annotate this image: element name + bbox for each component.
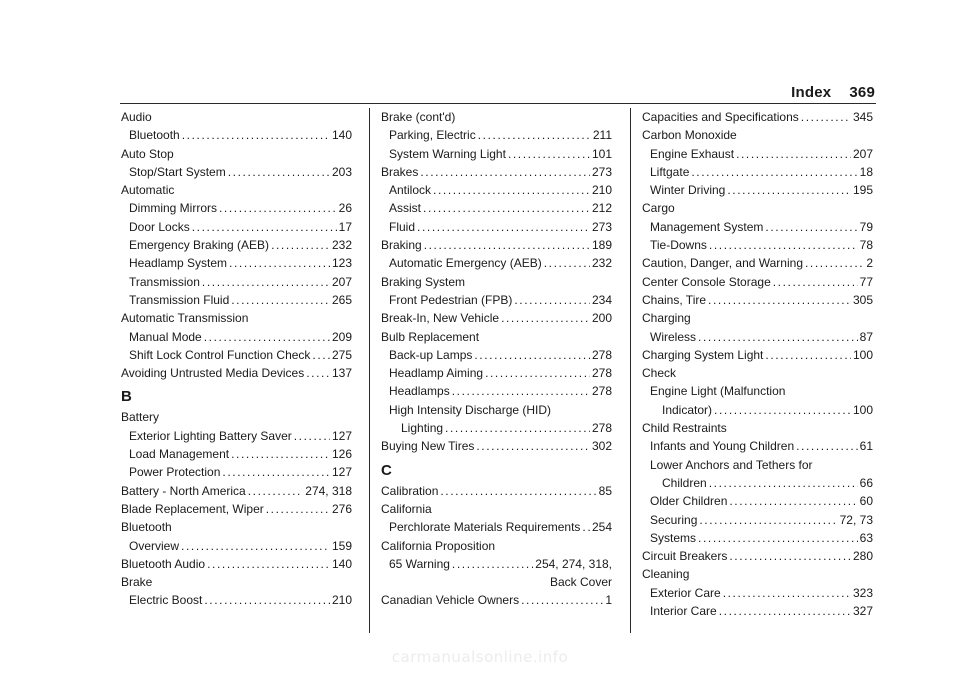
page-ref: 234 — [591, 292, 612, 307]
dot-leader — [709, 236, 858, 254]
page-ref: 265 — [331, 292, 352, 307]
entry-label: Braking — [381, 238, 422, 253]
column-divider — [369, 108, 370, 633]
page-ref: 211 — [592, 128, 612, 143]
dot-leader — [204, 328, 330, 346]
page-ref: 278 — [591, 384, 612, 399]
watermark: carmanualsonline.info — [391, 648, 569, 666]
index-entry — [381, 419, 612, 437]
page-ref: 63 — [859, 530, 873, 545]
index-entry — [642, 529, 873, 547]
entry-label: 65 Warning — [389, 556, 450, 571]
index-entry — [121, 427, 352, 445]
page-ref: 210 — [331, 593, 352, 608]
page-ref: 127 — [331, 465, 352, 480]
page-ref: 79 — [859, 219, 873, 234]
index-entry — [121, 482, 352, 500]
dot-leader — [727, 181, 851, 199]
index-entry — [121, 291, 352, 309]
dot-leader — [452, 382, 590, 400]
index-entry — [642, 346, 873, 364]
dot-leader — [729, 492, 857, 510]
entry-label: Systems — [650, 530, 697, 545]
index-entry — [381, 518, 612, 536]
index-entry — [121, 500, 352, 518]
index-entry — [642, 218, 873, 236]
entry-label: Management System — [650, 219, 764, 234]
page-ref: 123 — [331, 256, 352, 271]
index-entry — [381, 145, 612, 163]
dot-leader — [231, 291, 330, 309]
dot-leader — [229, 254, 330, 272]
entry-label: Interior Care — [650, 604, 717, 619]
index-entry — [121, 126, 352, 144]
index-column-3 — [642, 108, 873, 620]
page-ref: 159 — [331, 538, 352, 553]
entry-label: Break-In, New Vehicle — [381, 311, 500, 326]
page-ref: 137 — [331, 366, 352, 381]
page-ref: 2 — [866, 256, 873, 271]
index-entry — [121, 328, 352, 346]
index-entry — [381, 199, 612, 217]
index-column-1 — [121, 108, 352, 610]
index-heading: Auto Stop — [121, 146, 174, 161]
page-ref: 323 — [852, 585, 873, 600]
index-entry — [642, 145, 873, 163]
index-column-2 — [381, 108, 612, 610]
dot-leader — [736, 145, 851, 163]
section-title: Index — [791, 84, 832, 101]
index-entry — [642, 273, 873, 291]
dot-leader — [440, 482, 596, 500]
dot-leader — [478, 126, 591, 144]
index-entry — [381, 364, 612, 382]
dot-leader — [582, 518, 590, 536]
page-ref: 17 — [338, 219, 352, 234]
dot-leader — [202, 273, 330, 291]
dot-leader — [248, 482, 304, 500]
page-ref: 276 — [331, 501, 352, 516]
dot-leader — [417, 218, 590, 236]
dot-leader — [508, 145, 590, 163]
entry-label: Assist — [389, 201, 422, 216]
index-heading: Battery — [121, 410, 160, 425]
index-entry — [121, 199, 352, 217]
dot-leader — [207, 555, 330, 573]
entry-label: Headlamp System — [129, 256, 228, 271]
dot-leader — [294, 427, 330, 445]
dot-leader — [514, 291, 590, 309]
index-entry — [381, 181, 612, 199]
entry-label: Calibration — [381, 483, 439, 498]
dot-leader — [271, 236, 330, 254]
dot-leader — [698, 328, 858, 346]
index-heading: Audio — [121, 110, 152, 124]
page-ref: 254 — [591, 520, 612, 535]
page-ref: 254, 274, 318, — [535, 556, 612, 571]
index-heading: Charging — [642, 311, 691, 326]
page-ref: 18 — [859, 164, 873, 179]
dot-leader — [474, 346, 590, 364]
index-entry — [642, 492, 873, 510]
index-entry — [642, 254, 873, 272]
index-entry — [642, 547, 873, 565]
entry-label: Headlamps — [389, 384, 450, 399]
entry-label: Blade Replacement, Wiper — [121, 501, 264, 516]
section-letter: B — [121, 388, 132, 406]
page-ref: 203 — [331, 164, 352, 179]
dot-leader — [699, 511, 837, 529]
page-header — [791, 84, 875, 101]
page-ref: 275 — [331, 347, 352, 362]
index-entry — [642, 163, 873, 181]
entry-label: Antilock — [389, 183, 432, 198]
page-ref: 278 — [591, 347, 612, 362]
dot-leader — [433, 181, 590, 199]
dot-leader — [501, 309, 590, 327]
index-entry — [642, 108, 873, 126]
page-ref: 305 — [852, 292, 873, 307]
page-ref: 100 — [852, 402, 873, 417]
index-heading: Bluetooth — [121, 520, 172, 535]
page-ref: 66 — [859, 475, 873, 490]
dot-leader — [312, 346, 330, 364]
page-ref: 210 — [591, 183, 612, 198]
entry-label: Transmission — [129, 274, 200, 289]
dot-leader — [182, 126, 330, 144]
entry-label: Winter Driving — [650, 183, 726, 198]
index-entry — [121, 236, 352, 254]
index-subheading: Engine Light (Malfunction — [650, 384, 786, 399]
index-heading: Child Restraints — [642, 421, 727, 436]
index-entry — [381, 163, 612, 181]
dot-leader — [445, 419, 590, 437]
dot-leader — [698, 529, 858, 547]
page-ref: 72, 73 — [839, 512, 873, 527]
dot-leader — [544, 254, 590, 272]
dot-leader — [773, 273, 858, 291]
entry-label: Bluetooth — [129, 128, 180, 143]
index-entry — [381, 254, 612, 272]
dot-leader — [719, 602, 851, 620]
index-subheading: Lower Anchors and Tethers for — [650, 457, 813, 472]
entry-label: Engine Exhaust — [650, 146, 735, 161]
index-entry — [381, 437, 612, 455]
page-ref: 127 — [331, 428, 352, 443]
entry-label: Liftgate — [650, 164, 690, 179]
index-heading: Brake — [121, 575, 153, 590]
index-heading: California — [381, 501, 432, 516]
index-entry — [642, 401, 873, 419]
dot-leader — [691, 163, 857, 181]
dot-leader — [709, 474, 858, 492]
index-entry — [381, 291, 612, 309]
index-entry — [642, 291, 873, 309]
entry-label: Load Management — [129, 447, 230, 462]
dot-leader — [723, 584, 851, 602]
dot-leader — [192, 218, 337, 236]
page-ref: 280 — [852, 549, 873, 564]
page-ref: 140 — [331, 128, 352, 143]
entry-label: Parking, Electric — [389, 128, 476, 143]
page-ref: 61 — [859, 439, 873, 454]
entry-label: Shift Lock Control Function Check — [129, 347, 311, 362]
page-ref: 207 — [852, 146, 873, 161]
page-ref: 232 — [591, 256, 612, 271]
entry-label: Bluetooth Audio — [121, 556, 206, 571]
index-heading: California Proposition — [381, 538, 496, 553]
page-ref: 278 — [591, 366, 612, 381]
page-ref: 200 — [591, 311, 612, 326]
page-ref: 345 — [852, 110, 873, 124]
entry-label: Indicator) — [662, 402, 713, 417]
dot-leader — [521, 591, 603, 609]
entry-label: Power Protection — [129, 465, 221, 480]
index-entry — [121, 555, 352, 573]
entry-label: Capacities and Specifications — [642, 110, 799, 124]
entry-label: Emergency Braking (AEB) — [129, 238, 270, 253]
index-entry — [121, 364, 352, 382]
page-number: 369 — [849, 84, 875, 101]
page-ref: 60 — [859, 494, 873, 509]
entry-label: Buying New Tires — [381, 439, 475, 454]
index-entry — [381, 591, 612, 609]
index-entry — [121, 163, 352, 181]
index-entry — [381, 346, 612, 364]
dot-leader — [423, 199, 590, 217]
entry-label: Battery - North America — [121, 483, 246, 498]
entry-label: Manual Mode — [129, 329, 202, 344]
index-heading: Cleaning — [642, 567, 690, 582]
index-entry — [121, 254, 352, 272]
index-entry — [381, 126, 612, 144]
index-subheading: High Intensity Discharge (HID) — [389, 402, 552, 417]
dot-leader — [228, 163, 330, 181]
entry-label: Headlamp Aiming — [389, 366, 484, 381]
index-heading: Bulb Replacement — [381, 329, 480, 344]
dot-leader — [420, 163, 590, 181]
dot-leader — [452, 555, 533, 573]
index-heading: Check — [642, 366, 677, 381]
index-entry — [642, 437, 873, 455]
page-ref: 85 — [598, 483, 612, 498]
page-ref: 327 — [852, 604, 873, 619]
entry-label: Transmission Fluid — [129, 292, 230, 307]
entry-label: Stop/Start System — [129, 164, 226, 179]
entry-label: Securing — [650, 512, 698, 527]
page-ref: 87 — [859, 329, 873, 344]
page-ref: 1 — [605, 593, 612, 608]
dot-leader — [204, 591, 330, 609]
index-heading: Automatic Transmission — [121, 311, 249, 326]
dot-leader — [485, 364, 590, 382]
entry-label: Lighting — [401, 421, 444, 436]
page-ref: 278 — [591, 421, 612, 436]
index-entry — [381, 236, 612, 254]
entry-label: Exterior Care — [650, 585, 721, 600]
entry-label: Older Children — [650, 494, 728, 509]
index-entry — [381, 555, 612, 573]
index-entry — [642, 602, 873, 620]
index-entry — [381, 482, 612, 500]
page-ref: 100 — [852, 347, 873, 362]
index-entry — [121, 445, 352, 463]
entry-label: Chains, Tire — [642, 292, 707, 307]
page-ref: 232 — [331, 238, 352, 253]
dot-leader — [765, 346, 851, 364]
entry-label: Wireless — [650, 329, 697, 344]
entry-label: Exterior Lighting Battery Saver — [129, 428, 292, 443]
entry-label: System Warning Light — [389, 146, 506, 161]
dot-leader — [222, 463, 330, 481]
index-entry — [121, 346, 352, 364]
entry-label: Avoiding Untrusted Media Devices — [121, 366, 305, 381]
page-ref: 126 — [331, 447, 352, 462]
index-entry — [121, 537, 352, 555]
dot-leader — [306, 364, 330, 382]
index-entry — [642, 584, 873, 602]
dot-leader — [805, 254, 864, 272]
page-ref: 273 — [591, 164, 612, 179]
dot-leader — [714, 401, 851, 419]
dot-leader — [266, 500, 330, 518]
entry-label: Caution, Danger, and Warning — [642, 256, 803, 271]
entry-label: Infants and Young Children — [650, 439, 795, 454]
index-entry — [121, 218, 352, 236]
entry-label: Automatic Emergency (AEB) — [389, 256, 542, 271]
entry-label: Dimming Mirrors — [129, 201, 217, 216]
index-heading: Braking System — [381, 274, 466, 289]
page-ref: 26 — [338, 201, 352, 216]
index-entry — [642, 511, 873, 529]
page-ref: 212 — [591, 201, 612, 216]
page-ref: 77 — [859, 274, 873, 289]
entry-label: Back-up Lamps — [389, 347, 473, 362]
entry-label: Overview — [129, 538, 180, 553]
entry-label: Front Pedestrian (FPB) — [389, 292, 513, 307]
header-rule — [120, 103, 876, 104]
dot-leader — [765, 218, 857, 236]
index-entry — [642, 328, 873, 346]
page-ref: 302 — [591, 439, 612, 454]
page-ref: 189 — [591, 238, 612, 253]
entry-label: Perchlorate Materials Requirements — [389, 520, 581, 535]
dot-leader — [181, 537, 330, 555]
entry-label: Center Console Storage — [642, 274, 771, 289]
index-entry — [642, 474, 873, 492]
index-entry — [381, 218, 612, 236]
index-entry — [381, 382, 612, 400]
index-entry — [642, 236, 873, 254]
index-heading: Brake (cont'd) — [381, 110, 456, 124]
page-ref: 101 — [591, 146, 612, 161]
dot-leader — [231, 445, 330, 463]
dot-leader — [708, 291, 851, 309]
column-divider — [630, 108, 631, 633]
index-entry — [121, 273, 352, 291]
index-heading: Cargo — [642, 201, 675, 216]
page-ref: 209 — [331, 329, 352, 344]
index-entry — [121, 591, 352, 609]
entry-label: Charging System Light — [642, 347, 764, 362]
index-heading: Automatic — [121, 183, 175, 198]
page-ref-continuation: Back Cover — [549, 575, 612, 590]
entry-label: Fluid — [389, 219, 416, 234]
index-heading: Carbon Monoxide — [642, 128, 737, 143]
entry-label: Brakes — [381, 164, 419, 179]
section-letter: C — [381, 461, 392, 479]
entry-label: Door Locks — [129, 219, 190, 234]
page-ref: 140 — [331, 556, 352, 571]
entry-label: Canadian Vehicle Owners — [381, 593, 520, 608]
index-entry — [381, 309, 612, 327]
index-entry — [121, 463, 352, 481]
dot-leader — [476, 437, 590, 455]
dot-leader — [801, 108, 851, 126]
page-ref: 78 — [859, 238, 873, 253]
entry-label: Tie-Downs — [650, 238, 707, 253]
dot-leader — [796, 437, 858, 455]
dot-leader — [424, 236, 590, 254]
page-ref: 274, 318 — [305, 483, 352, 498]
page-ref: 195 — [852, 183, 873, 198]
page-ref: 207 — [331, 274, 352, 289]
dot-leader — [219, 199, 337, 217]
entry-label: Children — [662, 475, 707, 490]
page-ref: 273 — [591, 219, 612, 234]
dot-leader — [729, 547, 851, 565]
entry-label: Circuit Breakers — [642, 549, 728, 564]
entry-label: Electric Boost — [129, 593, 203, 608]
index-entry — [642, 181, 873, 199]
